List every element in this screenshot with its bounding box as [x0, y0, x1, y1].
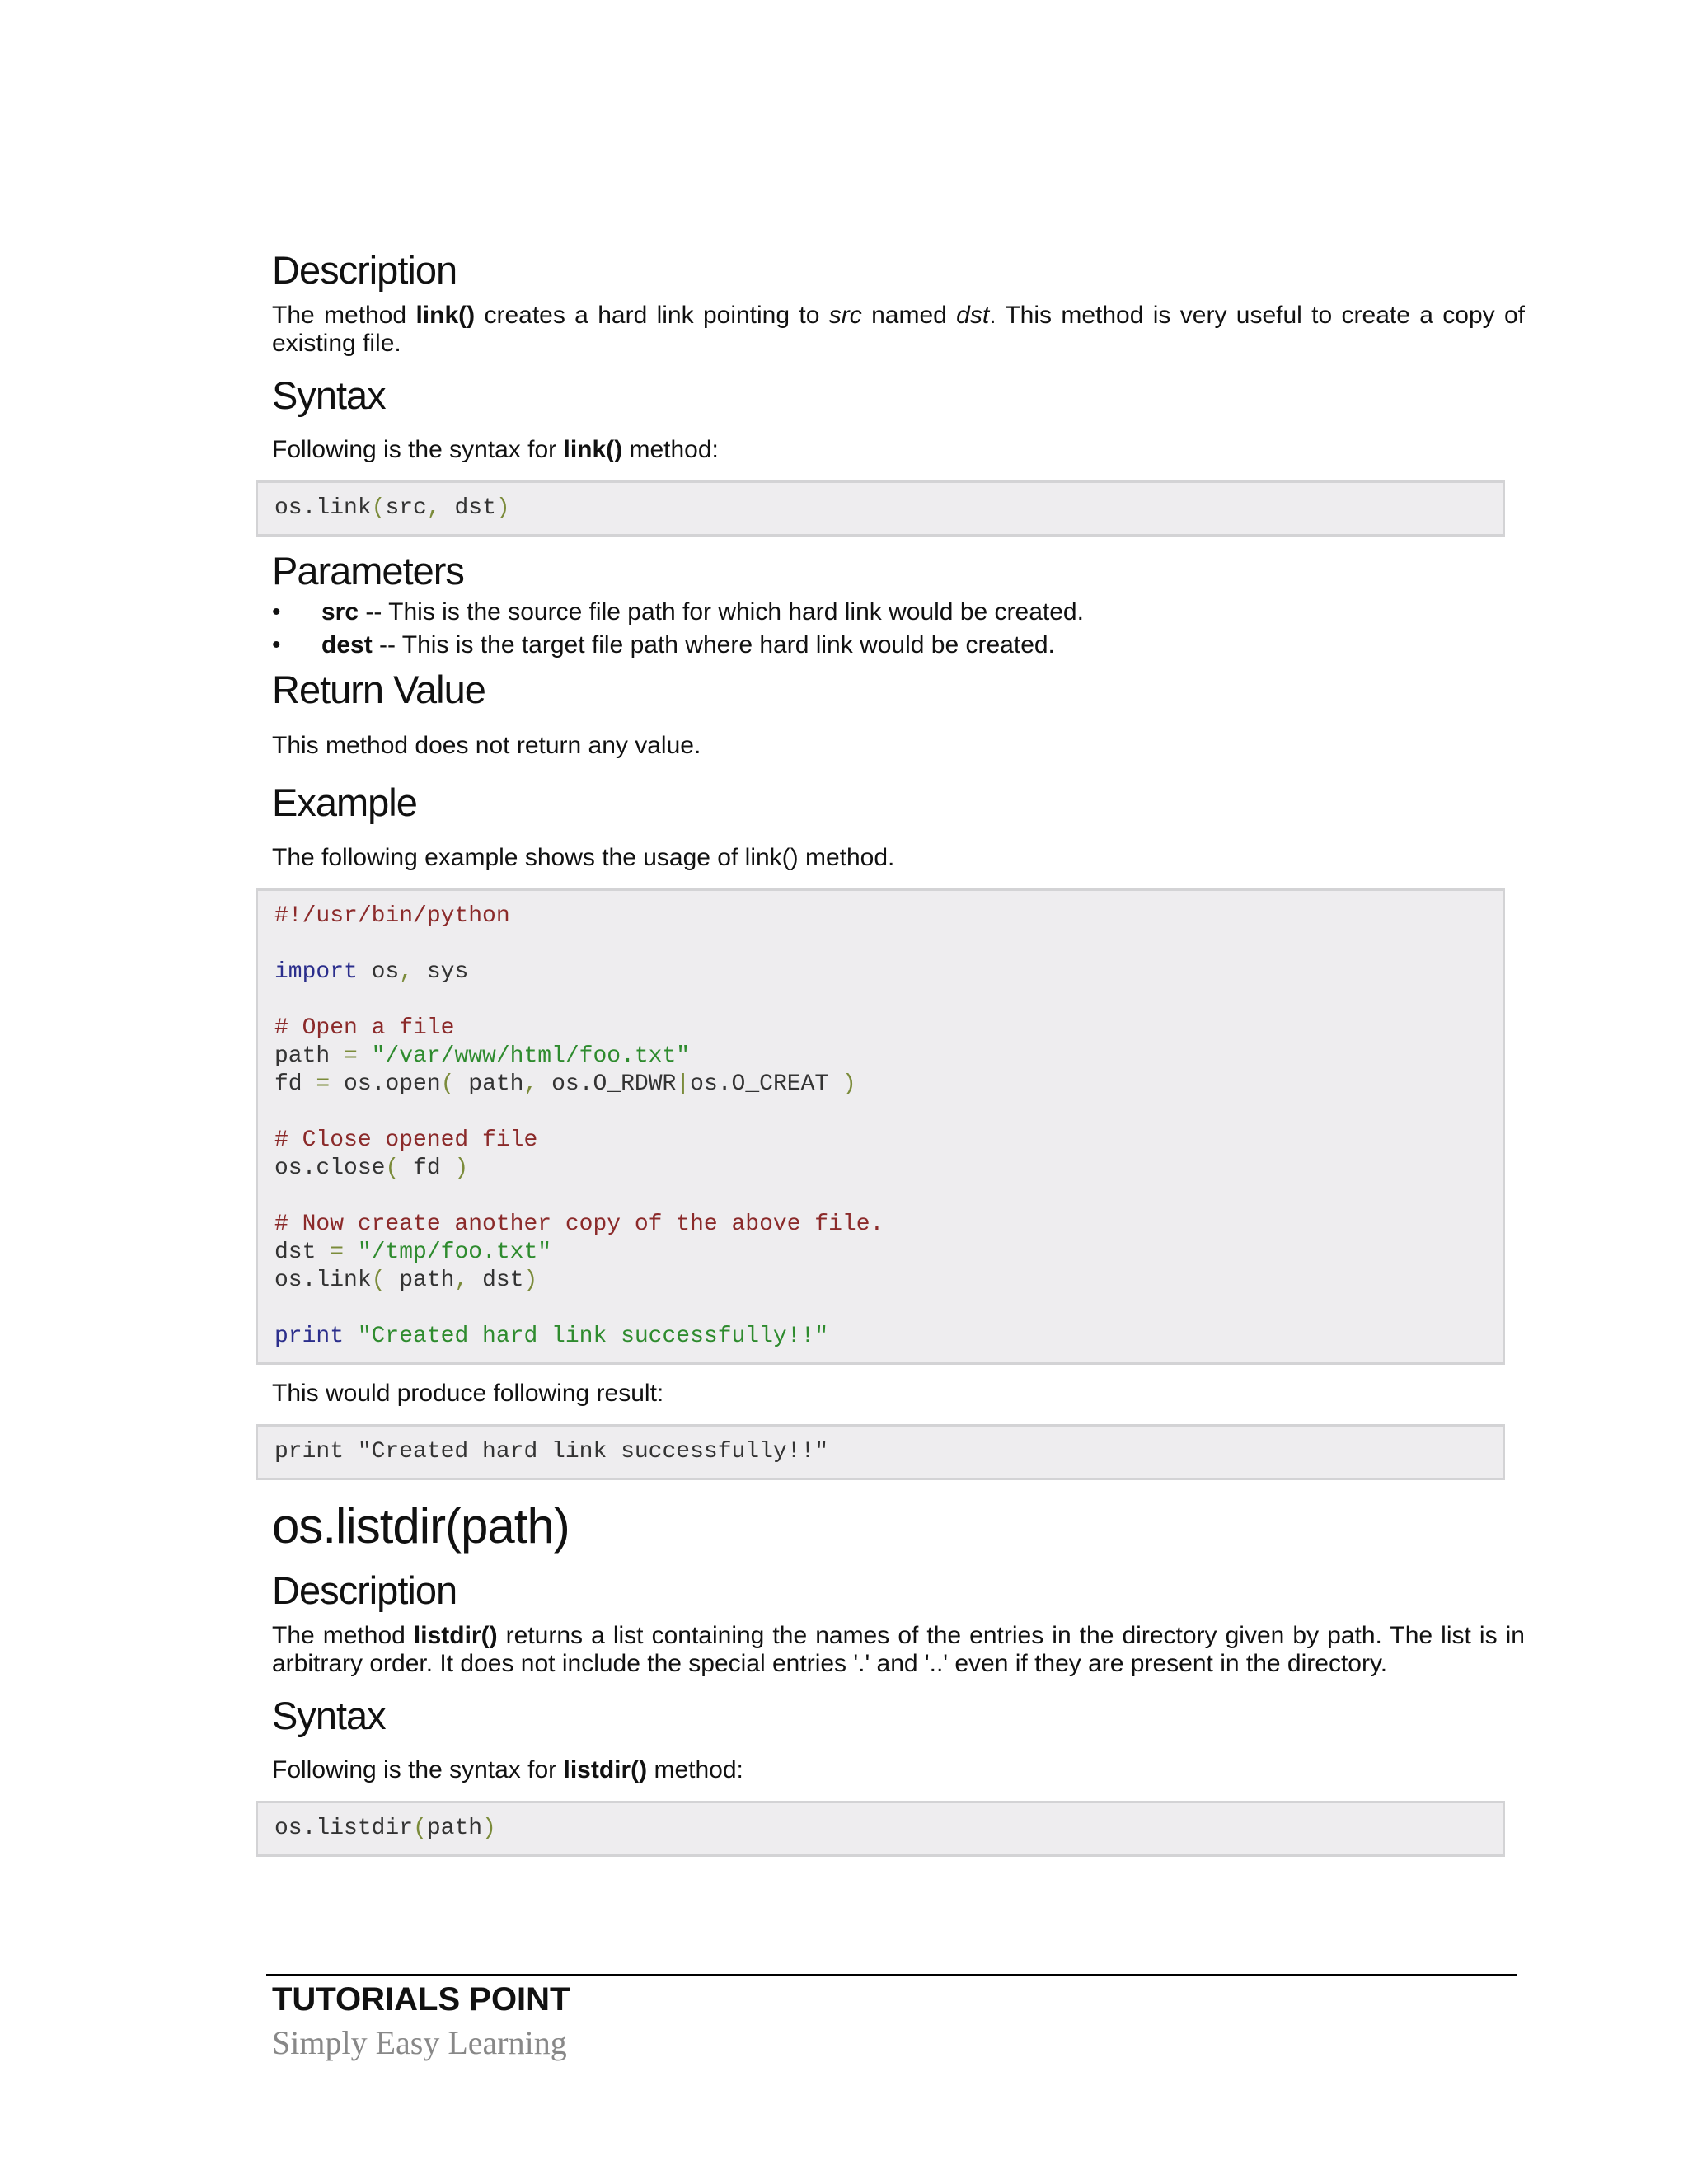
code-token: = [344, 1043, 358, 1069]
footer-divider [266, 1974, 1517, 1976]
listdir-description-paragraph [272, 1622, 1525, 1678]
result-code-block: print "Created hard link successfully!!" [256, 1424, 1505, 1480]
bullet: • [272, 631, 281, 659]
code-token: , [454, 1267, 469, 1293]
method-name: link() [415, 302, 476, 330]
code-token: fd [274, 1071, 316, 1097]
syntax-text [272, 436, 1525, 464]
bullet: • [272, 598, 281, 626]
text: creates a hard link pointing to [475, 302, 829, 330]
text: . This method is very useful to create a copy of existing file. [272, 302, 1526, 358]
code-token: path [385, 1267, 455, 1293]
code-token: ) [482, 1815, 496, 1841]
description-heading: Description [272, 248, 457, 292]
code-token: print [274, 1323, 345, 1349]
example-text: The following example shows the usage of link() method. [272, 843, 895, 871]
code-token: # Now create another copy of the above file. [274, 1211, 884, 1237]
syntax-code-block [256, 480, 1505, 537]
parameters-heading: Parameters [272, 548, 464, 593]
code-token: ( [385, 1155, 400, 1181]
code-token: dst [468, 1267, 524, 1293]
code-token: dst [440, 494, 496, 521]
code-token: sys [413, 958, 469, 985]
text: Following is the syntax for [272, 435, 564, 463]
method-name: listdir() [563, 1755, 648, 1783]
code-token: import [274, 958, 358, 985]
code-token: , [523, 1071, 538, 1097]
code-token: src [385, 494, 427, 521]
syntax-heading: Syntax [272, 373, 386, 418]
code-token: | [676, 1071, 691, 1097]
code-token: "Created hard link successfully!!" [344, 1323, 829, 1349]
code-token: path [426, 1815, 483, 1841]
parameters-list [272, 596, 1525, 662]
code-token: ) [454, 1155, 469, 1181]
page-content [272, 247, 1525, 1857]
code-token: os.close [274, 1155, 386, 1181]
param-desc: -- This is the source file path for which hard link would be created. [359, 598, 1084, 626]
code-token: ) [523, 1267, 538, 1293]
code-token: # Close opened file [274, 1127, 538, 1153]
example-heading: Example [272, 780, 417, 824]
code-token: #!/usr/bin/python [274, 902, 510, 929]
return-value-text: This method does not return any value. [272, 731, 701, 759]
code-token: "/tmp/foo.txt" [344, 1239, 552, 1265]
code-token: path [454, 1071, 524, 1097]
method-name: link() [563, 435, 623, 463]
code-token: ( [413, 1815, 427, 1841]
footer-brand: TUTORIALS POINT [272, 1981, 570, 2018]
code-token: os.link [274, 1267, 372, 1293]
listdir-syntax-text [272, 1756, 1525, 1784]
code-token: ( [440, 1071, 455, 1097]
param-name: dest [321, 631, 373, 659]
list-item [272, 596, 1525, 629]
text: method: [622, 435, 719, 463]
param-src: src [828, 302, 862, 330]
return-value-heading: Return Value [272, 668, 485, 712]
code-token: os [357, 958, 400, 985]
listdir-title: os.listdir(path) [272, 1497, 570, 1554]
code-token: ) [495, 494, 510, 521]
text: The method [272, 1622, 414, 1650]
code-token: os.O_CREAT [690, 1071, 842, 1097]
text: Following is the syntax for [272, 1755, 564, 1783]
code-token: path [274, 1043, 345, 1069]
code-token: os.open [330, 1071, 441, 1097]
code-token: os.O_RDWR [537, 1071, 677, 1097]
code-token: dst [274, 1239, 331, 1265]
code-token: # Open a file [274, 1015, 455, 1041]
text: method: [647, 1755, 743, 1783]
description-paragraph [272, 302, 1525, 358]
code-token: ( [371, 1267, 386, 1293]
code-token: os.listdir [274, 1815, 414, 1841]
footer-tagline: Simply Easy Learning [272, 2024, 567, 2061]
result-text: This would produce following result: [272, 1379, 664, 1407]
example-code-block [256, 888, 1505, 1365]
text: The method [272, 302, 416, 330]
param-dst: dst [956, 302, 990, 330]
method-name: listdir() [413, 1622, 498, 1650]
listdir-description-heading: Description [272, 1568, 457, 1612]
code-token: "/var/www/html/foo.txt" [357, 1043, 691, 1069]
listdir-syntax-heading: Syntax [272, 1694, 386, 1738]
text: named [861, 302, 957, 330]
code-token: ( [371, 494, 386, 521]
param-desc: -- This is the target file path where hard link would be created. [372, 631, 1055, 659]
param-name: src [321, 598, 359, 626]
code-token: os.link [274, 494, 372, 521]
code-token: = [316, 1071, 331, 1097]
text: returns a list containing the names of the entries in the directory given by path. The list is in arbitrary order. It does not include the special entries '.' and '..' even if they are present in the directory. [272, 1622, 1525, 1678]
code-token: ) [842, 1071, 856, 1097]
listdir-syntax-code-block [256, 1801, 1505, 1857]
code-token: fd [399, 1155, 455, 1181]
code-token: = [330, 1239, 345, 1265]
list-item [272, 629, 1525, 662]
code-token: , [426, 494, 441, 521]
code-token: , [399, 958, 414, 985]
